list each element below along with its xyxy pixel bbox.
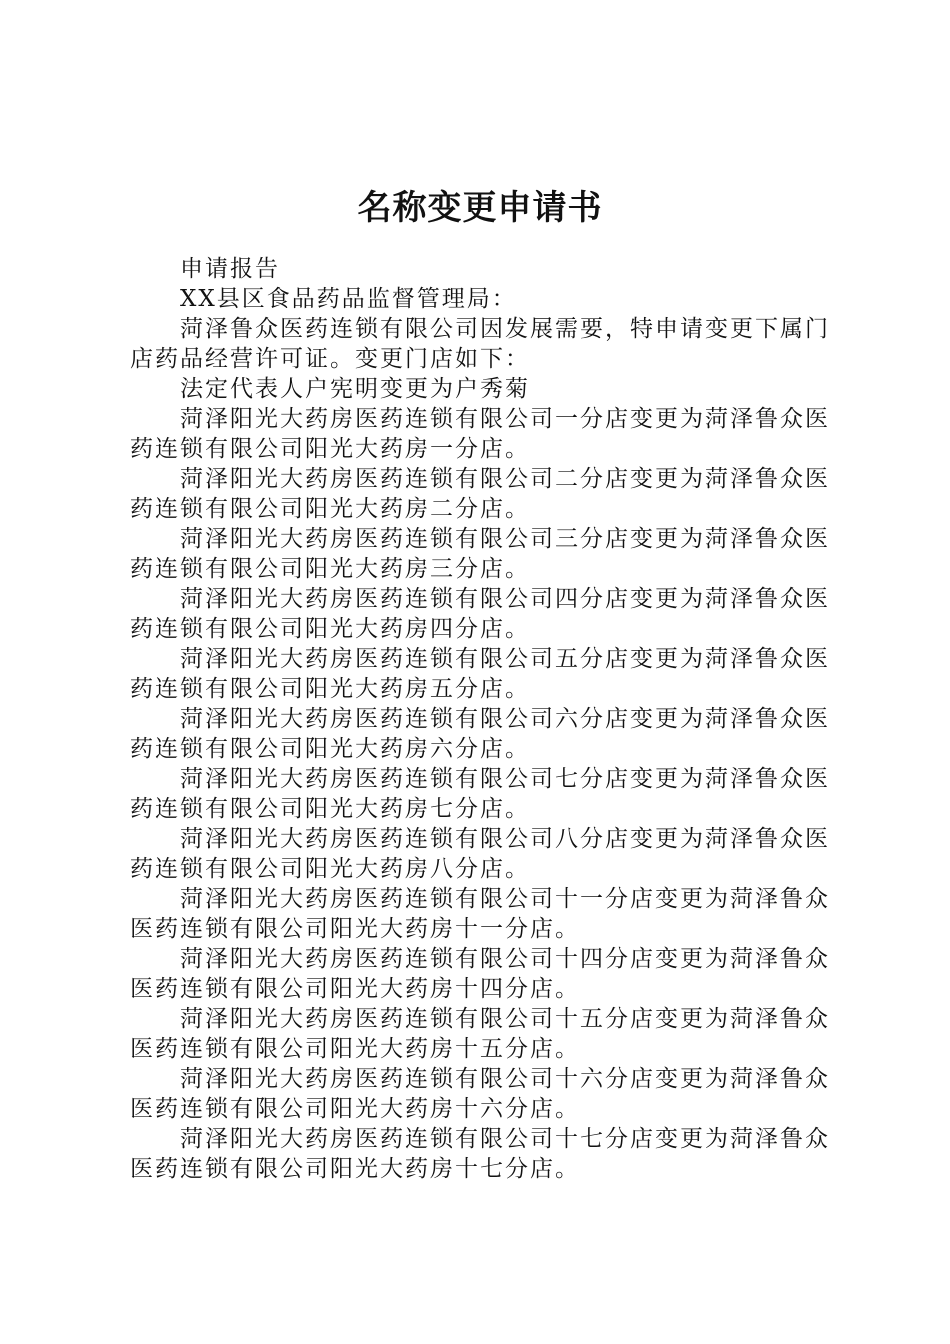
document-title: 名称变更申请书 <box>357 188 603 228</box>
recipient-line: XX县区食品药品监督管理局： <box>180 286 517 312</box>
legal-rep-change: 法定代表人户宪明变更为户秀菊 <box>180 376 530 402</box>
intro-paragraph: 菏泽鲁众医药连锁有限公司因发展需要，特申请变更下属门店药品经营许可证。变更门店如下： <box>130 316 830 372</box>
store-change-item: 菏泽阳光大药房医药连锁有限公司十七分店变更为菏泽鲁众医药连锁有限公司阳光大药房十七分店。 <box>130 1126 830 1182</box>
store-change-item: 菏泽阳光大药房医药连锁有限公司十五分店变更为菏泽鲁众医药连锁有限公司阳光大药房十五分店。 <box>130 1006 830 1062</box>
store-change-item: 菏泽阳光大药房医药连锁有限公司十四分店变更为菏泽鲁众医药连锁有限公司阳光大药房十四分店。 <box>130 946 830 1002</box>
store-change-item: 菏泽阳光大药房医药连锁有限公司四分店变更为菏泽鲁众医药连锁有限公司阳光大药房四分店。 <box>130 586 830 642</box>
store-change-item: 菏泽阳光大药房医药连锁有限公司二分店变更为菏泽鲁众医药连锁有限公司阳光大药房二分店。 <box>130 466 830 522</box>
store-change-item: 菏泽阳光大药房医药连锁有限公司十一分店变更为菏泽鲁众医药连锁有限公司阳光大药房十一分店。 <box>130 886 830 942</box>
store-change-item: 菏泽阳光大药房医药连锁有限公司五分店变更为菏泽鲁众医药连锁有限公司阳光大药房五分店。 <box>130 646 830 702</box>
store-change-item: 菏泽阳光大药房医药连锁有限公司三分店变更为菏泽鲁众医药连锁有限公司阳光大药房三分店。 <box>130 526 830 582</box>
store-change-item: 菏泽阳光大药房医药连锁有限公司六分店变更为菏泽鲁众医药连锁有限公司阳光大药房六分店。 <box>130 706 830 762</box>
store-change-item: 菏泽阳光大药房医药连锁有限公司七分店变更为菏泽鲁众医药连锁有限公司阳光大药房七分店。 <box>130 766 830 822</box>
store-change-item: 菏泽阳光大药房医药连锁有限公司一分店变更为菏泽鲁众医药连锁有限公司阳光大药房一分店。 <box>130 406 830 462</box>
document-page <box>130 180 830 1184</box>
report-heading: 申请报告 <box>180 256 280 282</box>
store-change-item: 菏泽阳光大药房医药连锁有限公司八分店变更为菏泽鲁众医药连锁有限公司阳光大药房八分店。 <box>130 826 830 882</box>
store-change-item: 菏泽阳光大药房医药连锁有限公司十六分店变更为菏泽鲁众医药连锁有限公司阳光大药房十六分店。 <box>130 1066 830 1122</box>
